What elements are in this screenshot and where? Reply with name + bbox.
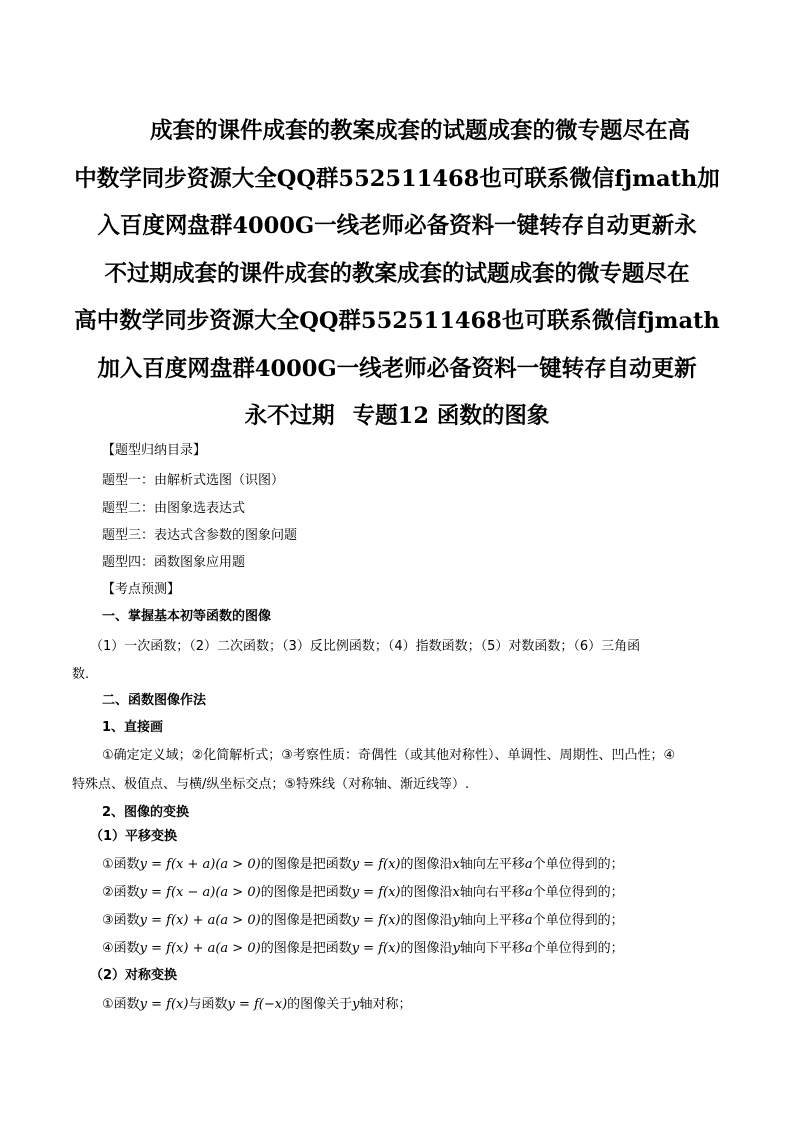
formula: y = f(x) (351, 913, 401, 928)
section-2-title: 二、函数图像作法 (102, 693, 207, 708)
item-prefix: ③函数 (102, 913, 140, 928)
item-text: 的图像是把函数 (260, 857, 352, 872)
item-text: 的图像是把函数 (260, 885, 352, 900)
forecast-header: 【考点预测】 (102, 582, 181, 597)
item-text: 的图像是把函数 (260, 913, 352, 928)
formula: y = f(x) (351, 941, 401, 956)
subsection-transform-title: 2、图像的变换 (102, 805, 190, 820)
title-line-3: 入百度网盘群4000G一线老师必备资料一键转存自动更新永 (97, 213, 697, 239)
toc-item-4: 题型四：函数图象应用题 (102, 555, 246, 570)
axis-symbol: x (452, 857, 460, 872)
title-line-4: 不过期成套的课件成套的教案成套的试题成套的微专题尽在 (104, 260, 690, 287)
formula: y = f(x) + a(a > 0) (139, 941, 261, 956)
translation-item-2 (102, 883, 624, 903)
title-line-5: 高中数学同步资源大全QQ群552511468也可联系微信fjmath (74, 308, 720, 334)
axis-symbol: y (452, 913, 460, 928)
topic-title: 专题12 函数的图象 (352, 403, 550, 429)
formula: y = f(x − a)(a > 0) (139, 885, 261, 900)
item-text: 轴向左平移 (459, 857, 525, 872)
section-1-title: 一、掌握基本初等函数的图像 (102, 609, 272, 624)
direct-line-2: 特殊点、极值点、与横/纵坐标交点；⑤特殊线（对称轴、渐近线等）. (72, 777, 470, 792)
subsection-direct-title: 1、直接画 (102, 720, 164, 735)
item-prefix: ①函数 (102, 997, 140, 1012)
variable-a: a (524, 885, 533, 900)
axis-symbol: y (352, 997, 360, 1012)
title-line-1: 成套的课件成套的教案成套的试题成套的微专题尽在高 (149, 118, 690, 144)
item-text: 的图像关于 (287, 997, 353, 1012)
symmetry-title: （2）对称变换 (90, 968, 178, 983)
item-text: 的图像是把函数 (260, 941, 352, 956)
formula: y = f(x) (351, 857, 401, 872)
axis-symbol: y (452, 941, 460, 956)
section-1-line-2: 数. (72, 667, 90, 682)
item-text: 轴向上平移 (459, 913, 525, 928)
document-title (66, 108, 728, 441)
toc-item-2: 题型二：由图象选表达式 (102, 501, 246, 516)
direct-line-1: ①确定定义域；②化简解析式；③考察性质：奇偶性（或其他对称性）、单调性、周期性、凹凸性；④ (102, 748, 676, 763)
toc-header: 【题型归纳目录】 (102, 443, 207, 458)
formula: y = f(x) (351, 885, 401, 900)
item-text: 个单位得到的； (532, 913, 624, 928)
item-text: 轴向下平移 (459, 941, 525, 956)
formula: y = f(−x) (227, 997, 288, 1012)
translation-item-4 (102, 939, 624, 959)
translation-item-1 (102, 855, 624, 875)
formula: y = f(x) + a(a > 0) (139, 913, 261, 928)
section-1-line-1: （1）一次函数；（2）二次函数；（3）反比例函数；（4）指数函数；（5）对数函数；（6）三角函 (90, 639, 641, 654)
item-prefix: ②函数 (102, 885, 140, 900)
variable-a: a (524, 913, 533, 928)
toc-item-3: 题型三：表达式含参数的图象问题 (102, 528, 298, 543)
item-prefix: ④函数 (102, 941, 140, 956)
item-prefix: ①函数 (102, 857, 140, 872)
item-text: 轴对称； (359, 997, 412, 1012)
toc-item-1: 题型一：由解析式选图（识图） (102, 473, 285, 488)
item-text: 个单位得到的； (532, 885, 624, 900)
variable-a: a (524, 941, 533, 956)
item-text: 的图像沿 (400, 857, 453, 872)
item-text: 的图像沿 (400, 913, 453, 928)
item-text: 个单位得到的； (532, 857, 624, 872)
title-line-7-text: 永不过期 (244, 403, 335, 429)
item-text: 轴向右平移 (459, 885, 525, 900)
translation-item-3 (102, 911, 624, 931)
symmetry-item-1 (102, 995, 412, 1015)
translation-title: （1）平移变换 (90, 829, 178, 844)
item-text: 的图像沿 (400, 941, 453, 956)
title-line-7 (66, 393, 728, 441)
item-text: 与函数 (188, 997, 228, 1012)
variable-a: a (524, 857, 533, 872)
formula: y = f(x + a)(a > 0) (139, 857, 261, 872)
title-line-2: 中数学同步资源大全QQ群552511468也可联系微信fjmath加 (74, 165, 720, 192)
formula: y = f(x) (139, 997, 189, 1012)
title-line-6: 加入百度网盘群4000G一线老师必备资料一键转存自动更新 (97, 355, 697, 382)
axis-symbol: x (452, 885, 460, 900)
item-text: 个单位得到的； (532, 941, 624, 956)
item-text: 的图像沿 (400, 885, 453, 900)
